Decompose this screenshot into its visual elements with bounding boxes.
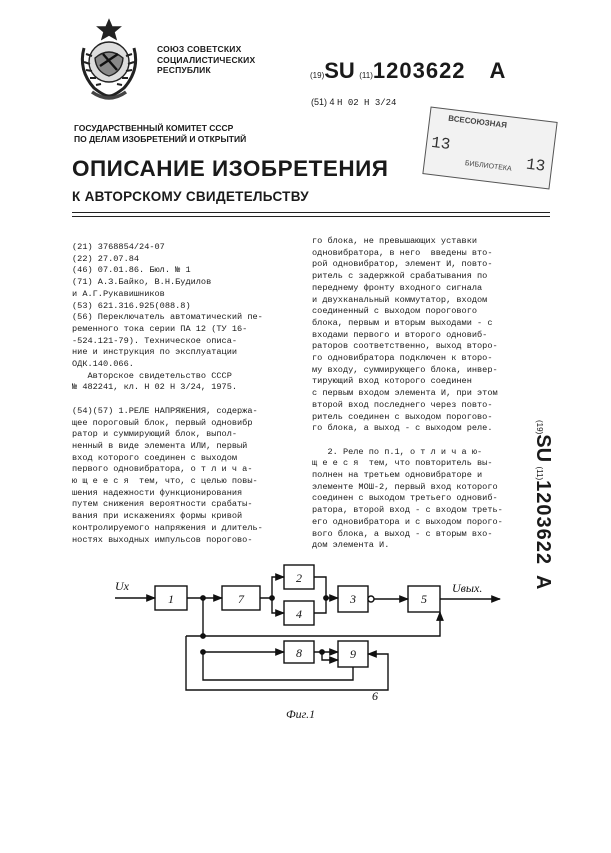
code-51: (51) 4 bbox=[311, 97, 335, 107]
text-line: второй вход последнего через повто- bbox=[312, 399, 493, 410]
text-line: тирующий вход которого соединен bbox=[312, 376, 472, 387]
text-line: ременного тока серии ПА 12 (ТУ 16- bbox=[72, 323, 248, 334]
text-line: контролируемого напряжения и длитель- bbox=[72, 522, 263, 533]
text-line: соединенный с выходом порогового bbox=[312, 306, 478, 317]
side-country-code: SU bbox=[532, 434, 554, 463]
block-8-label: 8 bbox=[296, 646, 302, 660]
text-line: (56) Переключатель автоматический пе- bbox=[72, 312, 263, 323]
text-line: ние и инструкция по эксплуатации bbox=[72, 347, 238, 358]
text-line: рой одновибратор, элемент И, повто- bbox=[312, 259, 493, 270]
text-line: (46) 07.01.86. Бюл. № 1 bbox=[72, 265, 191, 276]
input-label: Uх bbox=[115, 579, 129, 593]
text-line: переднему фронту входного сигнала bbox=[312, 282, 483, 293]
text-line: (22) 27.07.84 bbox=[72, 253, 140, 264]
side-code-19: (19) bbox=[535, 420, 544, 435]
block-1-label: 1 bbox=[168, 592, 174, 606]
text-line: одновибратора, в него введены вто- bbox=[312, 247, 493, 258]
block-5-label: 5 bbox=[421, 592, 427, 606]
text-line: вого блока, а выход - с вторым вхо- bbox=[312, 528, 493, 539]
text-line: го блока, не превышающих уставки bbox=[312, 236, 478, 246]
text-line: путем снижения вероятности срабаты- bbox=[72, 499, 253, 510]
patent-number: 1203622 bbox=[372, 58, 466, 83]
stamp-number-left: 13 bbox=[430, 133, 452, 155]
block-9-label: 9 bbox=[350, 647, 356, 661]
code-19: (19) bbox=[310, 71, 325, 80]
text-line: (21) 3768854/24-07 bbox=[72, 242, 165, 252]
text-line: (53) 621.316.925(088.8) bbox=[72, 300, 191, 311]
committee-line: ГОСУДАРСТВЕННЫЙ КОМИТЕТ СССР bbox=[74, 123, 234, 133]
side-patent-number: 1203622 bbox=[532, 480, 554, 565]
text-line: му входу, суммирующего блока, инвер- bbox=[312, 364, 498, 375]
text-line: дом элемента И. bbox=[312, 540, 390, 551]
text-line: (54)(57) 1.РЕЛЕ НАПРЯЖЕНИЯ, содержа- bbox=[72, 405, 258, 416]
text-line: -524.121-79). Техническое описа- bbox=[72, 335, 238, 346]
ipc-class-value: Н 02 Н 3/24 bbox=[337, 98, 397, 108]
line-6-label: 6 bbox=[372, 689, 378, 703]
country-name-line: СОЮЗ СОВЕТСКИХ bbox=[157, 44, 242, 54]
text-line: ненный в виде элемента ИЛИ, первый bbox=[72, 440, 248, 451]
text-line: (71) А.З.Байко, В.Н.Будилов bbox=[72, 277, 212, 288]
text-line: соединен с выходом третьего одновиб- bbox=[312, 493, 498, 504]
text-line: го одновибратора подключен к второ- bbox=[312, 353, 493, 364]
text-line: ратор и суммирующий блок, выпол- bbox=[72, 429, 238, 440]
code-11: (11) bbox=[359, 71, 373, 80]
document-subtitle: К АВТОРСКОМУ СВИДЕТЕЛЬСТВУ bbox=[72, 189, 309, 204]
text-line: Авторское свидетельство СССР bbox=[72, 370, 232, 381]
text-line: шения надежности функционирования bbox=[72, 487, 243, 498]
kind-code: A bbox=[489, 58, 506, 83]
text-line: ОДК.140.066. bbox=[72, 359, 134, 370]
text-line: ритель с задержкой срабатывания по bbox=[312, 271, 488, 282]
text-line: и А.Г.Рукавишников bbox=[72, 288, 165, 299]
text-line: ритель соединен с выходом порогово- bbox=[312, 411, 493, 422]
stamp-number-right: 13 bbox=[524, 155, 547, 176]
text-line: раторов соответственно, выход второ- bbox=[312, 341, 498, 352]
text-line: 2. Реле по п.1, о т л и ч а ю- bbox=[312, 446, 483, 457]
text-line: с первым входом элемента И, при этом bbox=[312, 388, 498, 399]
committee-line: ПО ДЕЛАМ ИЗОБРЕТЕНИЙ И ОТКРЫТИЙ bbox=[74, 133, 247, 144]
text-line: блока, первым и вторым выходами - с bbox=[312, 317, 493, 328]
text-line: ратора, второй вход - с входом треть- bbox=[312, 505, 503, 516]
text-line: го блока, а выход - с выходом реле. bbox=[312, 423, 493, 434]
country-name-line: РЕСПУБЛИК bbox=[157, 65, 211, 75]
side-kind-code: A bbox=[532, 575, 554, 590]
document-title: ОПИСАНИЕ ИЗОБРЕТЕНИЯ bbox=[72, 156, 389, 181]
text-line: полнен на третьем одновибраторе и bbox=[312, 470, 483, 481]
text-line: щ е е с я тем, что повторитель вы- bbox=[312, 458, 493, 469]
side-code-11: (11) bbox=[535, 466, 544, 481]
text-line: вход которого соединен с выходом bbox=[72, 452, 238, 463]
text-line: первого одновибратора, о т л и ч а- bbox=[72, 464, 253, 475]
block-3-label: 3 bbox=[350, 592, 356, 606]
text-line: и двухканальный коммутатор, входом bbox=[312, 294, 488, 305]
output-label: Uвых. bbox=[452, 581, 483, 595]
text-line: № 482241, кл. Н 02 Н 3/24, 1975. bbox=[72, 382, 238, 393]
block-7-label: 7 bbox=[238, 592, 244, 606]
stamp-line-1: ВСЕСОЮЗНАЯ bbox=[447, 113, 508, 130]
stamp-line-2: БИБЛИОТЕКА bbox=[464, 160, 512, 173]
text-line: элементе МОШ-2, первый вход которого bbox=[312, 481, 498, 492]
text-line: входами первого и второго одновиб- bbox=[312, 329, 488, 340]
country-code: SU bbox=[324, 58, 355, 83]
text-line: ю щ е е с я тем, что, с целью повы- bbox=[72, 476, 258, 487]
text-line: ностях выходных импульсов порогово- bbox=[72, 534, 253, 545]
block-2-label: 2 bbox=[296, 571, 302, 585]
country-name-line: СОЦИАЛИСТИЧЕСКИХ bbox=[157, 54, 256, 65]
figure-caption: Фиг.1 bbox=[286, 707, 316, 721]
block-4-label: 4 bbox=[296, 607, 302, 621]
text-line: вания при искажениях формы кривой bbox=[72, 511, 243, 522]
text-line: его одновибратора и с выходом порого- bbox=[312, 516, 503, 527]
text-line: щее пороговый блок, первый одновибр bbox=[72, 417, 253, 428]
